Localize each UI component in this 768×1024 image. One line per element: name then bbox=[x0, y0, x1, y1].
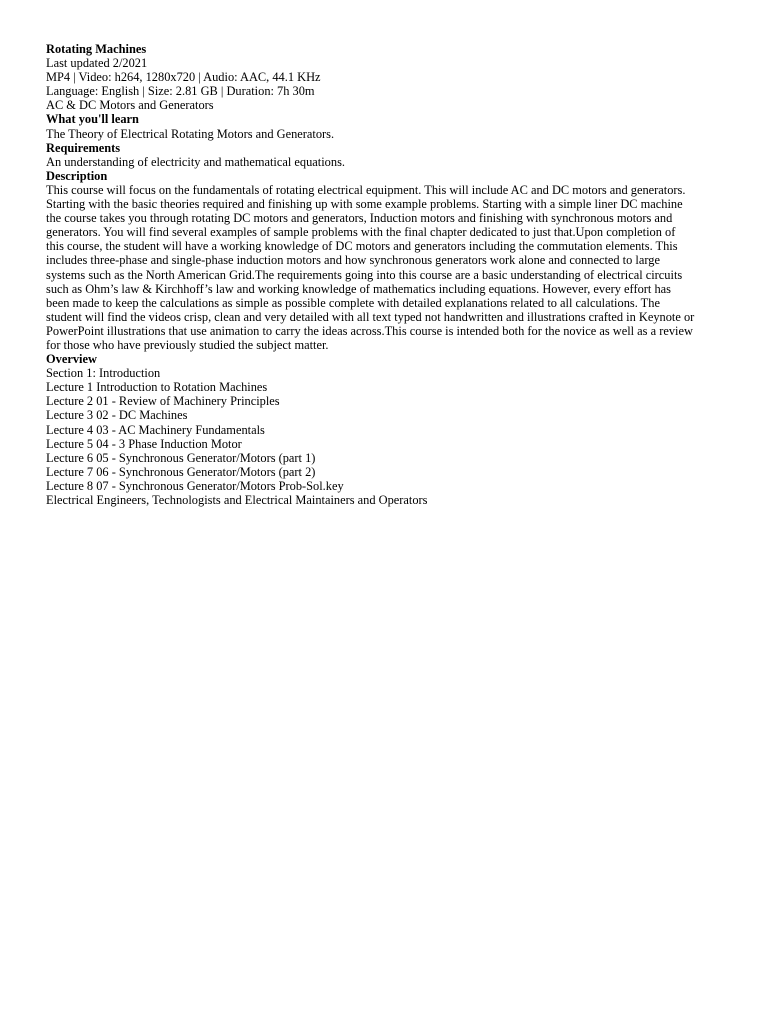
learn-text: The Theory of Electrical Rotating Motors and Generators. bbox=[46, 126, 335, 141]
description-line: such as Ohm’s law & Kirchhoff’s law and working knowledge of mathematics including equations. However, every effort has bbox=[46, 281, 671, 296]
requirements-heading: Requirements bbox=[46, 140, 121, 155]
language-size-duration: Language: English | Size: 2.81 GB | Duration: 7h 30m bbox=[46, 84, 315, 99]
description-line: student will find the videos crisp, clean and very detailed with all text typed not handwritten and illustrations crafted in Keynote or bbox=[46, 309, 695, 324]
overview-lecture: Lecture 5 04 - 3 Phase Induction Motor bbox=[46, 436, 242, 451]
description-line: the course takes you through rotating DC motors and generators, Induction motors and finishing with synchronous motors and bbox=[46, 211, 673, 226]
description-line: this course, the student will have a working knowledge of DC motors and generators including the commutation elements. This bbox=[46, 239, 678, 254]
description-line: for those who have previously studied the subject matter. bbox=[46, 337, 329, 352]
description-heading: Description bbox=[46, 168, 108, 183]
description-paragraph bbox=[46, 183, 726, 352]
overview-lecture: Lecture 1 Introduction to Rotation Machines bbox=[46, 380, 268, 395]
overview-lecture: Lecture 6 05 - Synchronous Generator/Motors (part 1) bbox=[46, 450, 316, 465]
document-subtitle: AC & DC Motors and Generators bbox=[46, 98, 214, 113]
media-format: MP4 | Video: h264, 1280x720 | Audio: AAC, 44.1 KHz bbox=[46, 70, 321, 85]
learn-heading: What you'll learn bbox=[46, 112, 139, 127]
description-line: been made to keep the calculations as simple as possible complete with detailed explanations related to all calculations. The bbox=[46, 295, 660, 310]
overview-heading: Overview bbox=[46, 352, 97, 367]
description-line: generators. You will find several examples of sample problems with the final chapter dedicated to just that.Upon completion of bbox=[46, 225, 676, 240]
overview-lecture: Lecture 8 07 - Synchronous Generator/Motors Prob-Sol.key bbox=[46, 478, 344, 493]
target-audience: Electrical Engineers, Technologists and Electrical Maintainers and Operators bbox=[46, 493, 428, 507]
overview-lecture: Lecture 2 01 - Review of Machinery Principles bbox=[46, 394, 280, 409]
overview-lecture: Lecture 4 03 - AC Machinery Fundamentals bbox=[46, 422, 265, 437]
overview-lecture: Lecture 3 02 - DC Machines bbox=[46, 408, 188, 423]
description-line: This course will focus on the fundamentals of rotating electrical equipment. This will include AC and DC motors and generators. bbox=[46, 182, 686, 197]
description-line: PowerPoint illustrations that use animation to carry the ideas across.This course is intended both for the novice as well as a review bbox=[46, 323, 693, 338]
description-line: Starting with the basic theories required and finishing up with some example problems. Starting with a simple liner DC machine bbox=[46, 197, 683, 212]
requirements-text: An understanding of electricity and mathematical equations. bbox=[46, 154, 345, 169]
description-line: systems such as the North American Grid.The requirements going into this course are a basic understanding of electrical circuits bbox=[46, 267, 683, 282]
last-updated: Last updated 2/2021 bbox=[46, 56, 148, 71]
document-title: Rotating Machines bbox=[46, 42, 147, 56]
description-line: includes three-phase and single-phase induction motors and how synchronous generators work alone and connected to large bbox=[46, 253, 660, 268]
document-page bbox=[46, 42, 726, 507]
overview-lecture: Lecture 7 06 - Synchronous Generator/Motors (part 2) bbox=[46, 464, 316, 479]
overview-section: Section 1: Introduction bbox=[46, 366, 161, 381]
